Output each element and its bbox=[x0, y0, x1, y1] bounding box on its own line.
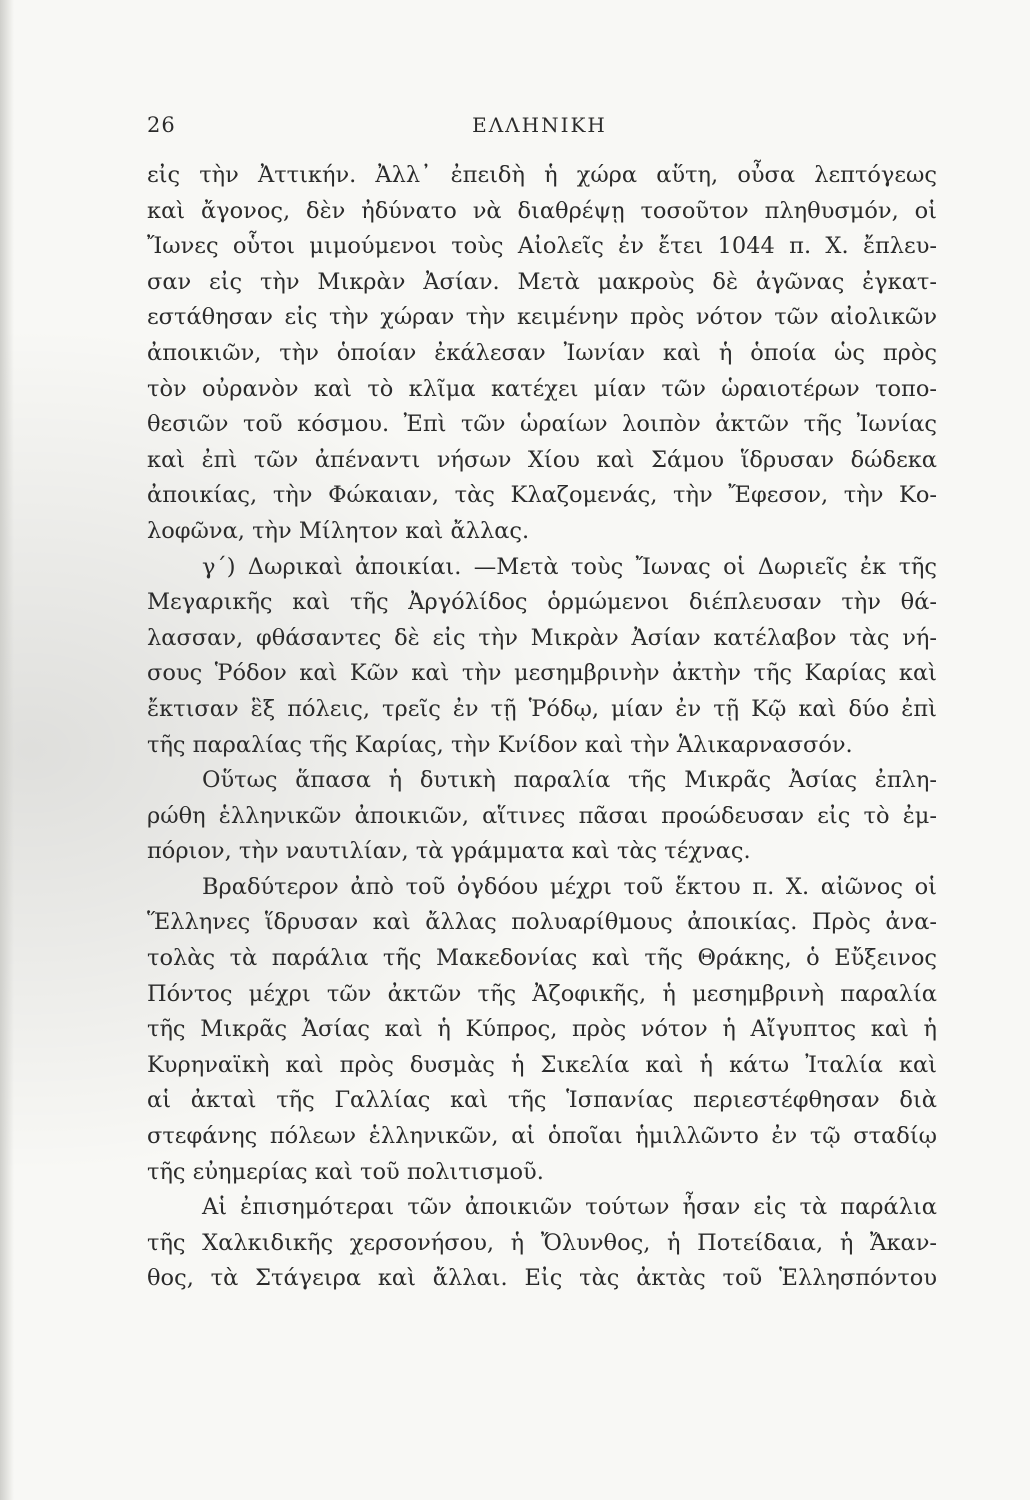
text-line: Ἴωνες οὗτοι μιμούμενοι τοὺς Αἰολεῖς ἐν ἔτει 1044 π. Χ. ἔπλευ- bbox=[147, 233, 937, 260]
text-line: ἀποικίας, τὴν Φώκαιαν, τὰς Κλαζομενάς, τὴν Ἔφεσον, τὴν Κο- bbox=[147, 482, 937, 509]
text-line: αἱ ἀκταὶ τῆς Γαλλίας καὶ τῆς Ἱσπανίας περιεστέφθησαν διὰ bbox=[147, 1087, 937, 1114]
text-line: Πόντος μέχρι τῶν ἀκτῶν τῆς Ἀζοφικῆς, ἡ μεσημβρινὴ παραλία bbox=[147, 980, 937, 1007]
text-line: Κυρηναϊκὴ καὶ πρὸς δυσμὰς ἡ Σικελία καὶ ἡ κάτω Ἰταλία καὶ bbox=[147, 1051, 937, 1078]
page-number: 26 bbox=[147, 113, 176, 137]
text-line: ἀποικιῶν, τὴν ὁποίαν ἐκάλεσαν Ἰωνίαν καὶ ἡ ὁποία ὡς πρὸς bbox=[147, 339, 937, 366]
text-line: καὶ ἄγονος, δὲν ἠδύνατο νὰ διαθρέψῃ τοσοῦτον πληθυσμόν, οἱ bbox=[147, 197, 937, 224]
text-line: πόριον, τὴν ναυτιλίαν, τὰ γράμματα καὶ τὰς τέχνας. bbox=[147, 838, 751, 865]
text-line: καὶ ἐπὶ τῶν ἀπέναντι νήσων Χίου καὶ Σάμου ἵδρυσαν δώδεκα bbox=[147, 446, 937, 473]
body-text bbox=[147, 158, 937, 1297]
text-line: εἰς τὴν Ἀττικήν. Ἀλλ᾽ ἐπειδὴ ἡ χώρα αὕτη, οὖσα λεπτόγεως bbox=[147, 162, 937, 188]
text-line: ἔκτισαν ἓξ πόλεις, τρεῖς ἐν τῇ Ῥόδῳ, μίαν ἐν τῇ Κῷ καὶ δύο ἐπὶ bbox=[147, 695, 937, 722]
text-line: τολὰς τὰ παράλια τῆς Μακεδονίας καὶ τῆς Θράκης, ὁ Εὔξεινος bbox=[147, 945, 937, 972]
page-header bbox=[147, 113, 932, 145]
text-line: Αἱ ἐπισημότεραι τῶν ἀποικιῶν τούτων ἦσαν εἰς τὰ παράλια bbox=[202, 1194, 937, 1221]
text-line: σαν εἰς τὴν Μικρὰν Ἀσίαν. Μετὰ μακροὺς δὲ ἀγῶνας ἐγκατ- bbox=[147, 268, 937, 295]
text-line: τῆς Μικρᾶς Ἀσίας καὶ ἡ Κύπρος, πρὸς νότον ἡ Αἴγυπτος καὶ ἡ bbox=[147, 1016, 937, 1043]
text-line: Μεγαρικῆς καὶ τῆς Ἀργόλίδος ὁρμώμενοι διέπλευσαν τὴν θά- bbox=[147, 589, 937, 616]
text-line: εστάθησαν εἰς τὴν χώραν τὴν κειμένην πρὸς νότον τῶν αἰολικῶν bbox=[147, 304, 937, 331]
text-line: τὸν οὐρανὸν καὶ τὸ κλῖμα κατέχει μίαν τῶν ὡραιοτέρων τοπο- bbox=[147, 375, 937, 402]
text-line: θεσιῶν τοῦ κόσμου. Ἐπὶ τῶν ὡραίων λοιπὸν ἀκτῶν τῆς Ἰωνίας bbox=[147, 411, 937, 438]
text-line: τῆς εὐημερίας καὶ τοῦ πολιτισμοῦ. bbox=[147, 1158, 544, 1185]
text-line: τῆς Χαλκιδικῆς χερσονήσου, ἡ Ὄλυνθος, ἡ Ποτείδαια, ἡ Ἄκαν- bbox=[147, 1229, 937, 1256]
text-line: Οὕτως ἅπασα ἡ δυτικὴ παραλία τῆς Μικρᾶς Ἀσίας ἐπλη- bbox=[202, 767, 937, 794]
text-line: θος, τὰ Στάγειρα καὶ ἄλλαι. Εἰς τὰς ἀκτὰς τοῦ Ἑλλησπόντου bbox=[147, 1265, 937, 1292]
text-line: λασσαν, φθάσαντες δὲ εἰς τὴν Μικρὰν Ἀσίαν κατέλαβον τὰς νή- bbox=[147, 624, 937, 651]
text-line: στεφάνης πόλεων ἑλληνικῶν, αἱ ὁποῖαι ἡμιλλῶντο ἐν τῷ σταδίῳ bbox=[147, 1123, 937, 1150]
text-line: Ἕλληνες ἵδρυσαν καὶ ἄλλας πολυαρίθμους ἀποικίας. Πρὸς ἀνα- bbox=[147, 909, 937, 936]
text-line: γ΄) Δωρικαὶ ἀποικίαι. —Μετὰ τοὺς Ἴωνας οἱ Δωριεῖς ἐκ τῆς bbox=[202, 553, 937, 580]
text-line: σους Ῥόδον καὶ Κῶν καὶ τὴν μεσημβρινὴν ἀκτὴν τῆς Καρίας καὶ bbox=[147, 660, 937, 687]
text-line: ρώθη ἑλληνικῶν ἀποικιῶν, αἵτινες πᾶσαι προώδευσαν εἰς τὸ ἐμ- bbox=[147, 802, 937, 829]
text-line: λοφῶνα, τὴν Μίλητον καὶ ἄλλας. bbox=[147, 517, 530, 544]
text-line: τῆς παραλίας τῆς Καρίας, τὴν Κνίδον καὶ τὴν Ἁλικαρνασσόν. bbox=[147, 731, 853, 758]
running-title: ΕΛΛΗΝΙΚΗ bbox=[472, 113, 607, 137]
scan-edge-shadow bbox=[0, 0, 14, 1500]
text-line: Βραδύτερον ἀπὸ τοῦ ὀγδόου μέχρι τοῦ ἕκτου π. Χ. αἰῶνος οἱ bbox=[202, 873, 937, 900]
